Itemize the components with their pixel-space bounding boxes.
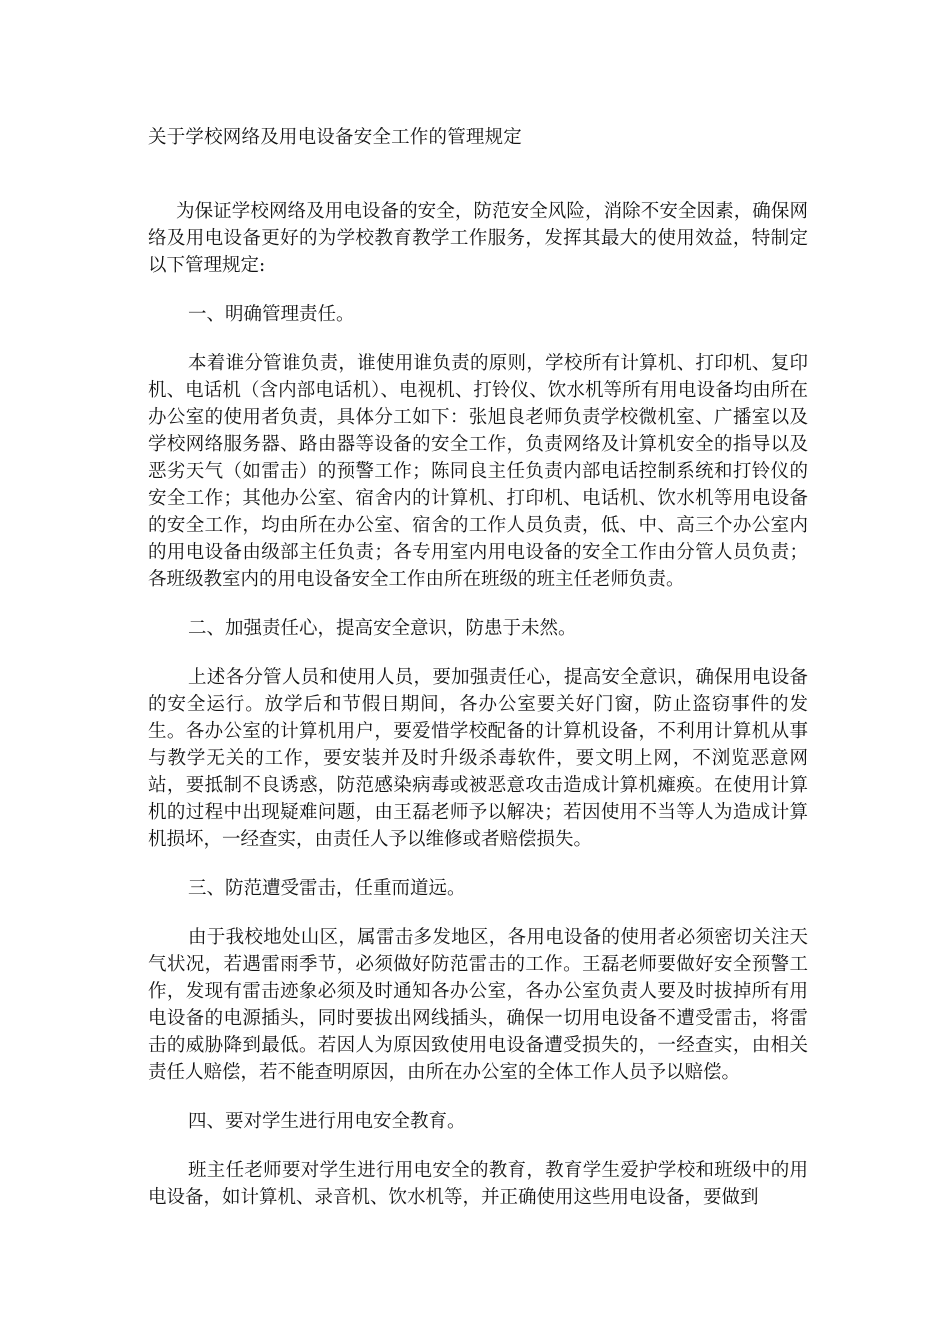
section-paragraph-3: 由于我校地处山区，属雷击多发地区，各用电设备的使用者必须密切关注天气状况，若遇雷雨季节，必须做好防范雷击的工作。王磊老师要做好安全预警工作，发现有雷击迹象必须及时通知各办公室，各办公室负责人要及时拔掉所有用电设备的电源插头，同时要拔出网线插头，确保一切用电设备不遭受雷击，将雷击的威胁降到最低。若因人为原因致使用电设备遭受损失的，一经查实，由相关责任人赔偿，若不能查明原因，由所在办公室的全体工作人员予以赔偿。	[148, 927, 808, 1083]
section-paragraph-2: 上述各分管人员和使用人员，要加强责任心，提高安全意识，确保用电设备的安全运行。放学后和节假日期间，各办公室要关好门窗，防止盗窃事件的发生。各办公室的计算机用户，要爱惜学校配备的计算机设备，不利用计算机从事与教学无关的工作，要安装并及时升级杀毒软件，要文明上网，不浏览恶意网站，要抵制不良诱惑，防范感染病毒或被恶意攻击造成计算机瘫痪。在使用计算机的过程中出现疑难问题，由王磊老师予以解决；若因使用不当等人为造成计算机损坏，一经查实，由责任人予以维修或者赔偿损失。	[148, 667, 808, 850]
document-title: 关于学校网络及用电设备安全工作的管理规定	[148, 127, 523, 148]
section-paragraph-1: 本着谁分管谁负责，谁使用谁负责的原则，学校所有计算机、打印机、复印机、电话机（含内部电话机）、电视机、打铃仪、饮水机等所有用电设备均由所在办公室的使用者负责，具体分工如下：张旭良老师负责学校微机室、广播室以及学校网络服务器、路由器等设备的安全工作，负责网络及计算机安全的指导以及恶劣天气（如雷击）的预警工作；陈同良主任负责内部电话控制系统和打铃仪的安全工作；其他办公室、宿舍内的计算机、打印机、电话机、饮水机等用电设备的安全工作，均由所在办公室、宿舍的工作人员负责，低、中、高三个办公室内的用电设备由级部主任负责；各专用室内用电设备的安全工作由分管人员负责；各班级教室内的用电设备安全工作由所在班级的班主任老师负责。	[148, 353, 808, 590]
section-paragraph-4: 班主任老师要对学生进行用电安全的教育，教育学生爱护学校和班级中的用电设备，如计算机、录音机、饮水机等，并正确使用这些用电设备，要做到	[148, 1160, 808, 1208]
section-heading-4: 四、要对学生进行用电安全教育。	[188, 1111, 466, 1132]
intro-paragraph: 为保证学校网络及用电设备的安全，防范安全风险，消除不安全因素，确保网络及用电设备更好的为学校教育教学工作服务，发挥其最大的使用效益，特制定以下管理规定:	[148, 201, 808, 276]
section-heading-2: 二、加强责任心，提高安全意识，防患于未然。	[188, 618, 577, 639]
section-heading-3: 三、防范遭受雷击，任重而道远。	[188, 878, 466, 899]
document-body	[148, 198, 808, 1233]
section-heading-1: 一、明确管理责任。	[188, 304, 355, 325]
